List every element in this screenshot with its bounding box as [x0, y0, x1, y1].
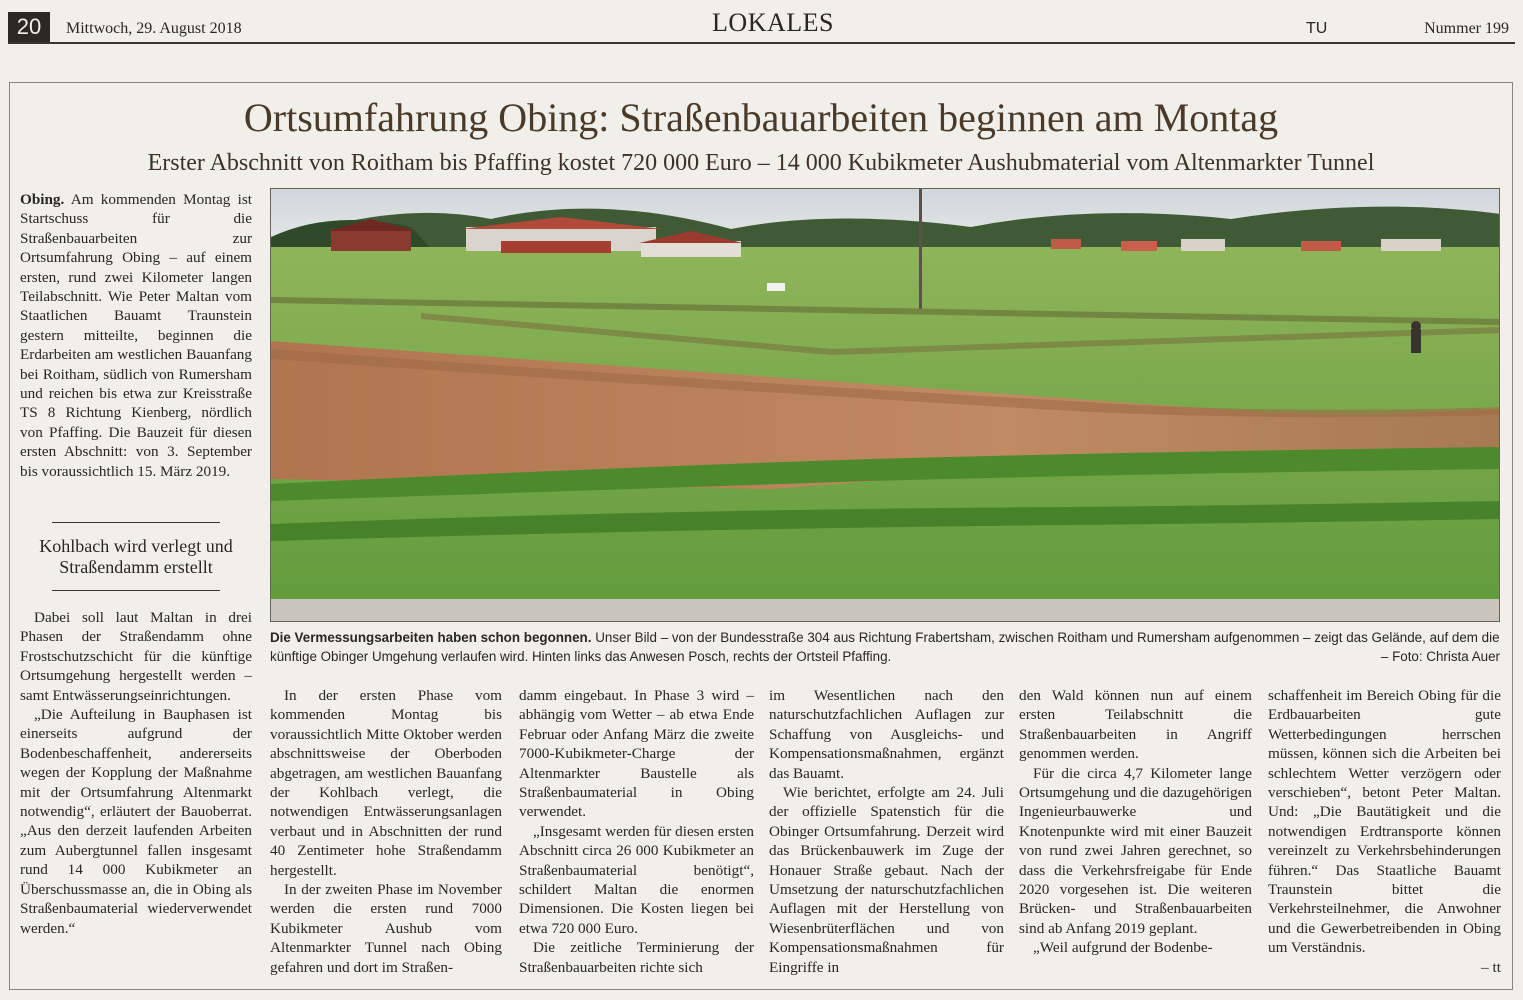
paragraph: „Weil aufgrund der Bodenbe-	[1033, 939, 1213, 957]
paragraph: „Insgesamt werden für diesen ersten Abschnitt circa 26 000 Kubikmeter an Straßenbaumaterial benötigt“, schildert Maltan die enormen Dimensionen. Die Kosten liegen bei etwa 720 000 Euro.	[519, 822, 754, 937]
page-header	[8, 8, 1515, 44]
paragraph: Die zeitliche Terminierung der Straßenbauarbeiten richte sich	[519, 939, 754, 976]
issue-number: Nummer 199	[1424, 20, 1509, 37]
subhead-divider-top	[52, 522, 220, 523]
subhead-divider-bottom	[52, 590, 220, 591]
article-subhead: Kohlbach wird verlegt und Straßendamm erstellt	[39, 536, 233, 577]
page-number: 20	[8, 12, 50, 42]
edition-code: TU	[1306, 20, 1328, 37]
column-6	[1268, 686, 1501, 977]
issue-date: Mittwoch, 29. August 2018	[66, 20, 242, 37]
article-lead	[20, 190, 252, 481]
column-3	[519, 686, 754, 977]
column-2	[270, 686, 502, 977]
column-1	[20, 608, 252, 938]
paragraph: den Wald können nun auf einem ersten Teilabschnitt die Straßenbauarbeiten in Angriff genommen werden.	[1019, 687, 1252, 763]
paragraph: Dabei soll laut Maltan in drei Phasen der Straßendamm ohne Frostschutzschicht für die künftige Ortsumgehung hergestellt werden – samt Entwässerungseinrichtungen.	[20, 609, 252, 704]
paragraph: schaffenheit im Bereich Obing für die Erdbauarbeiten gute Wetterbedingungen herrschen müssen, können sich die Arbeiten bei schlechtem Wetter verzögern oder verschieben“, betont Peter Maltan. Und: „Die Bautätigkeit und die notwendigen Erdtransporte können vereinzelt zu Verkehrsbehinderungen führen.“ Das Staatliche Bauamt Traunstein bittet die Verkehrsteilnehmer, die Anwohner und die Gewerbetreibenden in Obing um Verständnis.	[1268, 687, 1501, 957]
column-4	[769, 686, 1004, 977]
caption-title: Die Vermessungsarbeiten haben schon begonnen.	[270, 630, 592, 645]
article-photo	[270, 188, 1500, 622]
column-5	[1019, 686, 1252, 958]
paragraph: In der ersten Phase vom kommenden Montag bis voraussichtlich Mitte Oktober werden abschnittsweise der Oberboden abgetragen, am westlichen Bauanfang der Kohlbach verlegt, die notwendigen Entwässerungsanlagen verbaut und in Abschnitten der rund 40 Zentimeter hohe Straßendamm hergestellt.	[270, 687, 502, 879]
paragraph: im Wesentlichen nach den naturschutzfachlichen Auflagen zur Schaffung von Ausgleichs- und Kompensationsmaßnahmen, ergänzt das Bauamt.	[769, 687, 1004, 782]
article-headline: Ortsumfahrung Obing: Straßenbauarbeiten beginnen am Montag	[243, 95, 1279, 140]
paragraph: damm eingebaut. In Phase 3 wird – abhängig vom Wetter – ab etwa Ende Februar oder Anfang März die zweite 7000-Kubikmeter-Charge der Altenmarkter Baustelle als Straßenbaumaterial in Obing verwendet.	[519, 687, 754, 821]
field-photo-image	[271, 189, 1500, 622]
paragraph: In der zweiten Phase im November werden die ersten rund 7000 Kubikmeter Aushub vom Altenmarkter Tunnel nach Obing gefahren und dort im Straßen-	[270, 881, 502, 976]
photo-caption	[270, 628, 1500, 666]
photo-credit: – Foto: Christa Auer	[1380, 649, 1500, 664]
paragraph: Wie berichtet, erfolgte am 24. Juli der offizielle Spatenstich für die Obinger Ortsumfahrung. Derzeit wird das Brückenbauwerk im Zuge der Honauer Straße gebaut. Nach der Umsetzung der naturschutzfachlichen Auflagen mit der Herstellung von Wiesenbrüterflächen und von Kompensationsmaßnahmen für Eingriffe in	[769, 784, 1004, 976]
paragraph: „Die Aufteilung in Bauphasen ist einerseits aufgrund der Bodenbeschaffenheit, andererseits wegen der Kopplung der Maßnahme mit der Ortsumfahrung Altenmarkt notwendig“, erläutert der Bauoberrat. „Aus den derzeit laufenden Arbeiten zum Aubergtunnel fallen insgesamt rund 14 000 Kubikmeter an Überschussmasse an, die in Obing als Straßenbaumaterial wiederverwendet werden.“	[20, 706, 252, 937]
paragraph: Für die circa 4,7 Kilometer lange Ortsumgehung und die dazugehörigen Ingenieurbauwerke und Knotenpunkte wird mit einer Bauzeit von rund zwei Jahren gerechnet, so dass die Verkehrsfreigabe für Ende 2020 vorgesehen ist. Die weiteren Brücken- und Straßenbauarbeiten sind ab Anfang 2019 geplant.	[1019, 764, 1252, 937]
author-initials: – tt	[1481, 958, 1501, 976]
lead-text: Am kommenden Montag ist Startschuss für die Straßenbauarbeiten zur Ortsumfahrung Obing – auf einem ersten, rund zwei Kilometer langen Teilabschnitt. Wie Peter Maltan vom Staatlichen Bauamt Traunstein gestern mitteilte, beginnen die Erdarbeiten am westlichen Bauanfang bei Roitham, südlich von Rumersham und reichen bis etwa zur Kreisstraße TS 8 Richtung Kienberg, nördlich von Pfaffing. Die Bauzeit für diesen ersten Abschnitt: von 3. September bis voraussichtlich 15. März 2019.	[20, 191, 252, 480]
section-title: LOKALES	[712, 8, 834, 37]
article-subheadline: Erster Abschnitt von Roitham bis Pfaffing kostet 720 000 Euro – 14 000 Kubikmeter Aushubmaterial vom Altenmarkter Tunnel	[147, 150, 1375, 176]
caption-text: Unser Bild – von der Bundesstraße 304 aus Richtung Frabertsham, zwischen Roitham und Rumersham aufgenommen – zeigt das Gelände, auf dem die künftige Obinger Umgehung verlaufen wird. Hinten links das Anwesen Posch, rechts der Ortsteil Pfaffing.	[270, 630, 1500, 664]
dateline: Obing.	[20, 191, 65, 208]
